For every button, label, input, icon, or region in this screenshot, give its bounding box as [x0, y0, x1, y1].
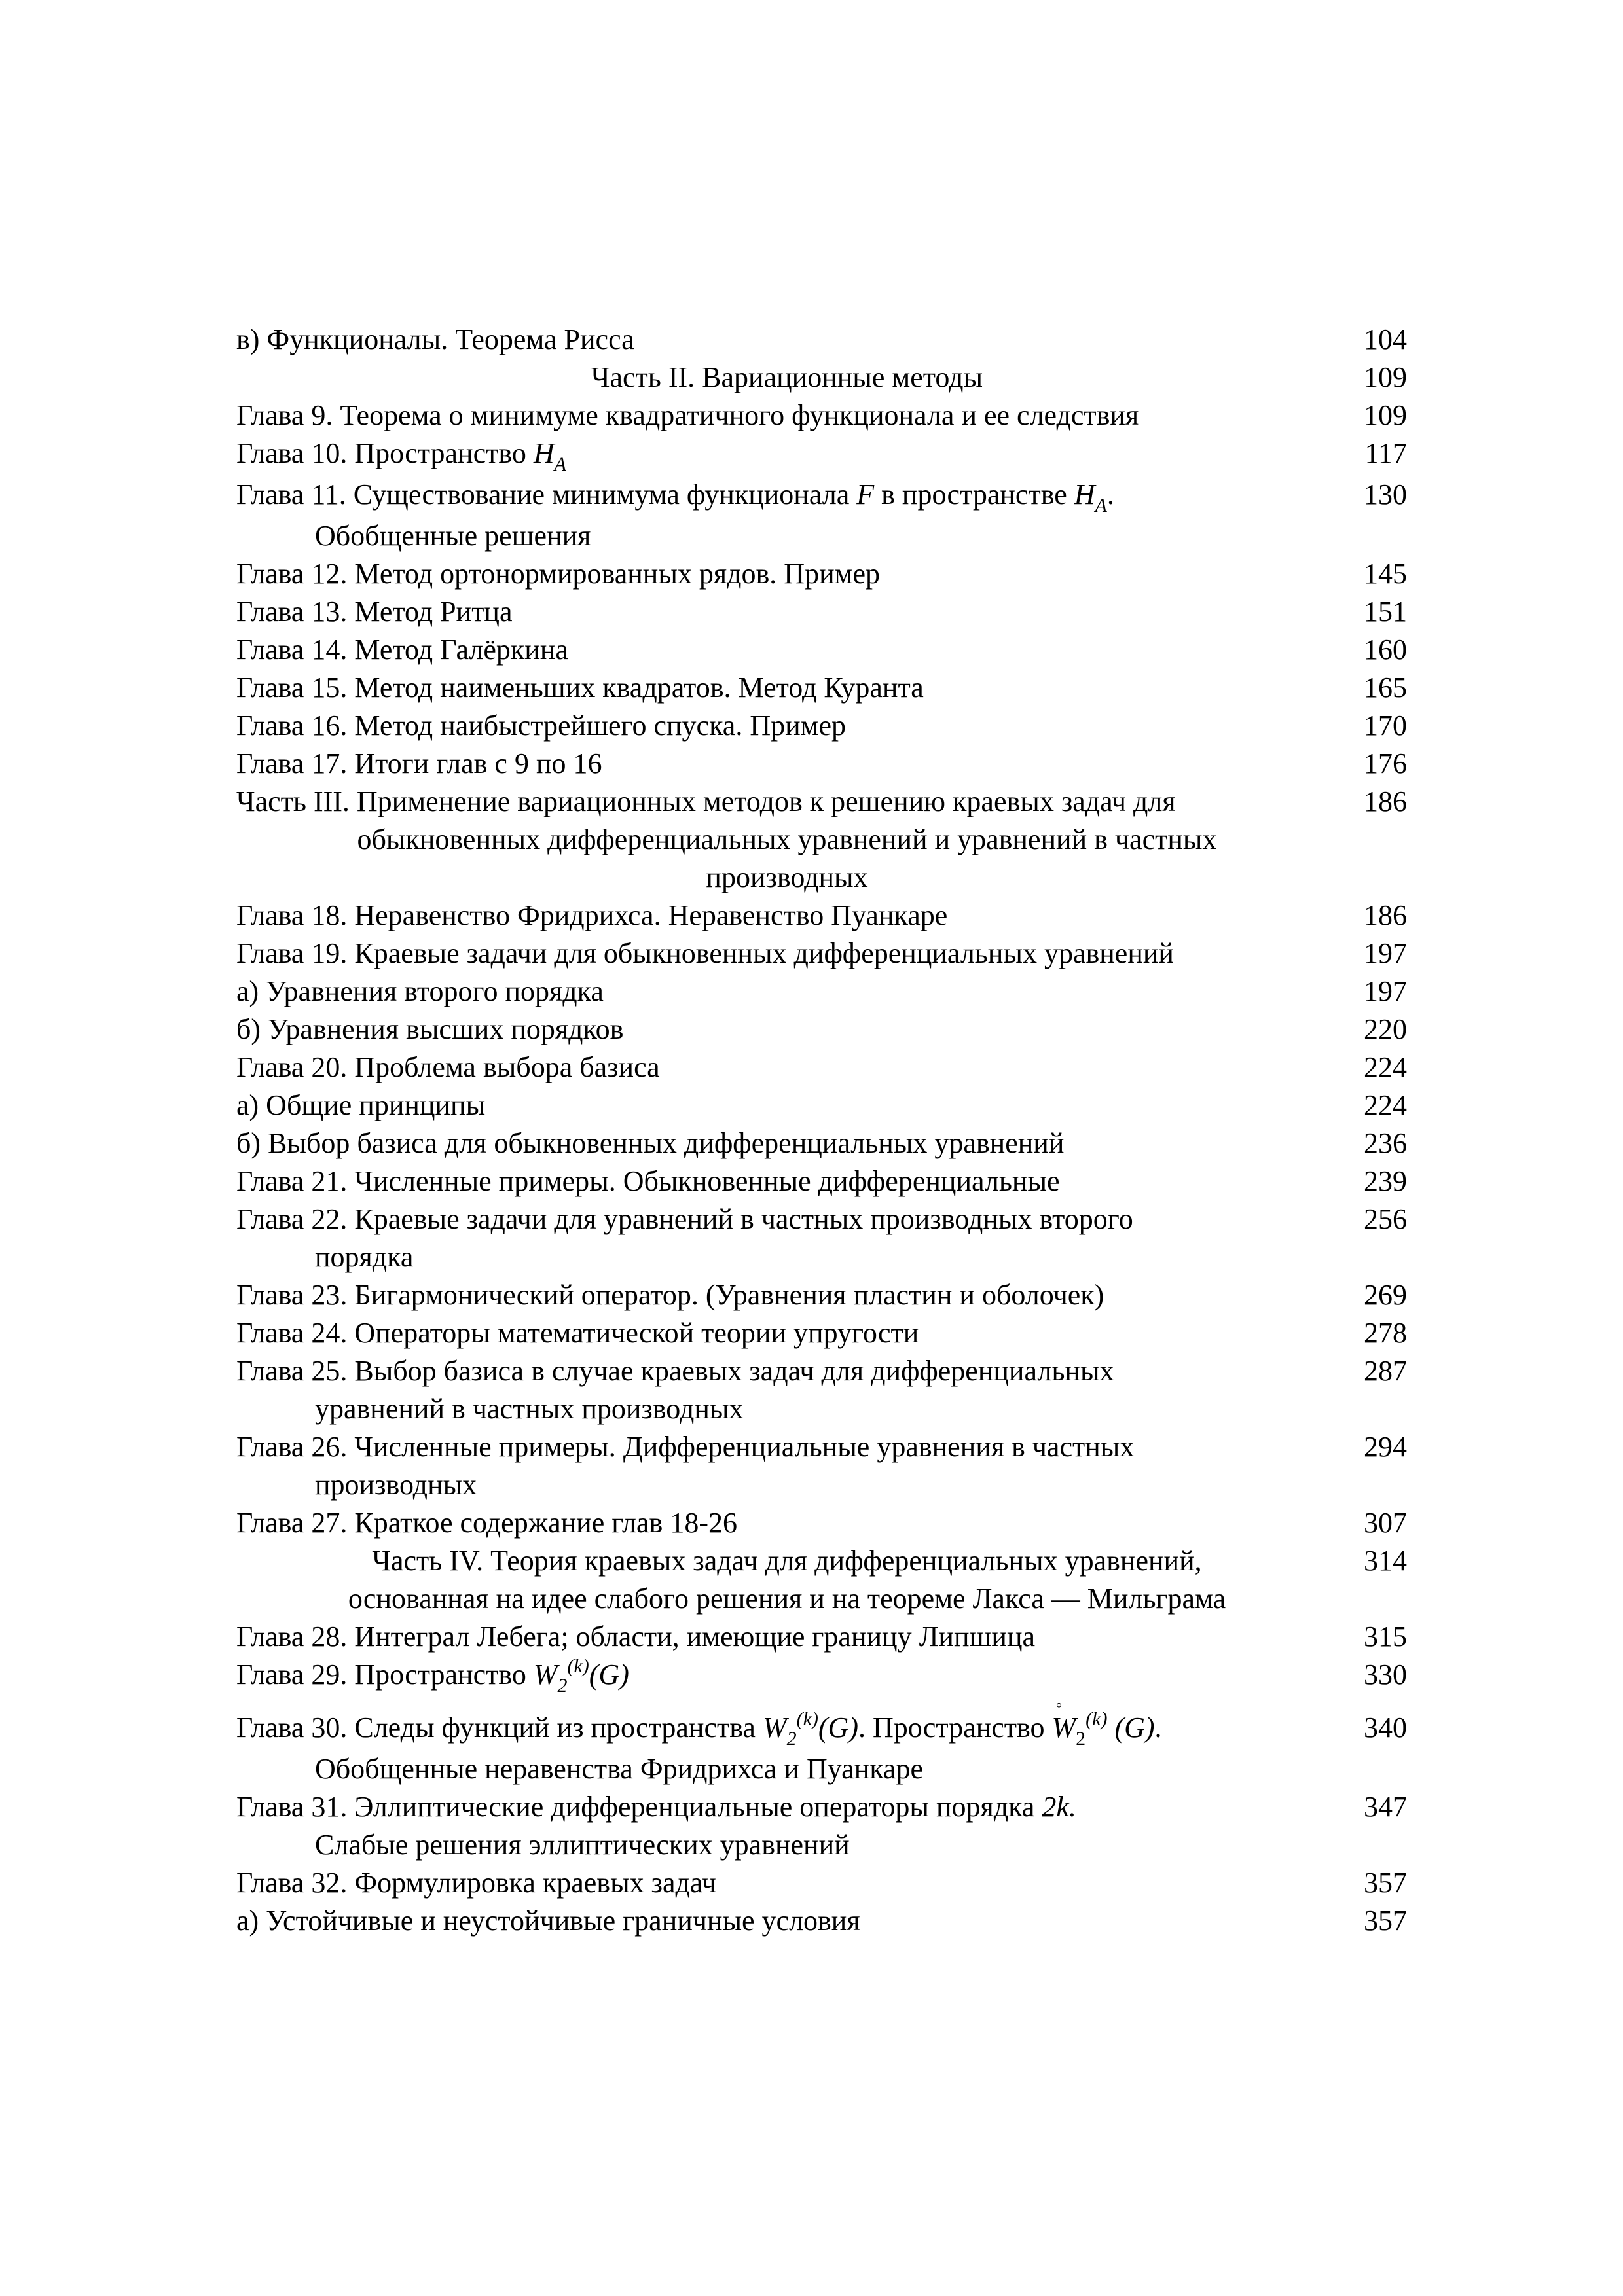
- toc-entry-title: [236, 1542, 1348, 1618]
- toc-page-number: 256: [1364, 1203, 1407, 1235]
- math-subscript: A: [1095, 495, 1107, 516]
- math-symbol: H: [533, 437, 555, 469]
- toc-entry-text: Глава 22. Краевые задачи для уравнений в частных производных второго: [236, 1203, 1133, 1235]
- toc-entry: [236, 1656, 1407, 1697]
- toc-entry-text: в пространстве: [881, 478, 1067, 511]
- toc-page-number: 197: [1364, 975, 1407, 1007]
- toc-entry: [236, 1276, 1407, 1314]
- toc-entry-text: Глава 29. Пространство: [236, 1659, 526, 1691]
- toc-entry-title: Глава 16. Метод наибыстрейшего спуска. Пример: [236, 709, 847, 742]
- toc-entry: [236, 476, 1407, 555]
- math-argument: (G): [818, 1712, 858, 1744]
- toc-page-number: 160: [1364, 634, 1407, 666]
- toc-entry-continuation: уравнений в частных производных: [315, 1393, 744, 1425]
- toc-entry: [236, 631, 1407, 669]
- toc-page-number: 347: [1364, 1791, 1407, 1823]
- toc-page-number: 236: [1364, 1127, 1407, 1159]
- toc-entry: [236, 897, 1407, 935]
- toc-page-number: 224: [1364, 1051, 1407, 1083]
- toc-entry-text: Глава 25. Выбор базиса в случае краевых задач для дифференциальных: [236, 1355, 1114, 1387]
- toc-entry: [236, 1864, 1407, 1902]
- toc-entry-title: Часть II. Вариационные методы: [591, 361, 983, 393]
- toc-page-number: 220: [1364, 1013, 1407, 1045]
- math-symbol: F: [856, 478, 875, 511]
- toc-entry: [236, 435, 1407, 476]
- toc-part-heading: [236, 783, 1407, 897]
- toc-entry-continuation: производных: [315, 1469, 477, 1501]
- toc-part-heading: [236, 1542, 1407, 1618]
- toc-entry: [236, 973, 1407, 1011]
- toc-entry-continuation: основанная на идее слабого решения и на теореме Лакса — Мильграма: [348, 1583, 1226, 1615]
- toc-entry: [236, 1086, 1407, 1124]
- toc-entry-title: а) Устойчивые и неустойчивые граничные условия: [236, 1905, 860, 1937]
- toc-entry: [236, 1504, 1407, 1542]
- toc-page-number: 287: [1364, 1355, 1407, 1387]
- toc-page-number: 315: [1364, 1621, 1407, 1653]
- toc-entry-title: б) Выбор базиса для обыкновенных дифференциальных уравнений: [236, 1127, 1065, 1159]
- toc-entry-continuation: производных: [706, 861, 868, 893]
- toc-page-number: 104: [1364, 323, 1407, 355]
- math-subscript: 2: [557, 1675, 568, 1696]
- math-superscript: (k): [796, 1708, 818, 1730]
- toc-page-number: 109: [1364, 361, 1407, 393]
- toc-entry-title: в) Функционалы. Теорема Рисса: [236, 323, 634, 355]
- math-symbol-ring-w: ◦ W: [1051, 1709, 1076, 1747]
- toc-entry-title: Глава 20. Проблема выбора базиса: [236, 1051, 660, 1083]
- toc-part-heading: [236, 359, 1407, 397]
- table-of-contents: [236, 321, 1407, 1940]
- math-subscript: A: [554, 454, 566, 475]
- math-superscript: (k): [567, 1655, 589, 1677]
- toc-entry-title: Глава 24. Операторы математической теории упругости: [236, 1317, 919, 1349]
- toc-entry-title: б) Уравнения высших порядков: [236, 1013, 624, 1045]
- math-subscript: 2: [1076, 1728, 1086, 1749]
- toc-entry-continuation: порядка: [315, 1241, 414, 1273]
- toc-entry-text: Часть IV. Теория краевых задач для дифференциальных уравнений,: [372, 1545, 1202, 1577]
- toc-entry-title: Глава 12. Метод ортонормированных рядов. Пример: [236, 558, 880, 590]
- toc-entry-title: а) Общие принципы: [236, 1089, 486, 1121]
- toc-entry: [236, 745, 1407, 783]
- toc-page-number: 170: [1364, 709, 1407, 742]
- toc-page-number: 269: [1364, 1279, 1407, 1311]
- toc-entry: [236, 1788, 1407, 1864]
- toc-entry-title: [236, 1788, 1348, 1864]
- toc-page-number: 224: [1364, 1089, 1407, 1121]
- toc-entry: [236, 1124, 1407, 1162]
- toc-entry-title: [236, 1709, 1348, 1788]
- toc-entry-continuation: Слабые решения эллиптических уравнений: [315, 1829, 850, 1861]
- toc-page-number: 357: [1364, 1905, 1407, 1937]
- toc-page-number: 109: [1364, 399, 1407, 431]
- toc-entry-title: [236, 1352, 1348, 1428]
- toc-entry-text: Часть III. Применение вариационных методов к решению краевых задач для: [236, 785, 1176, 817]
- toc-page-number: 186: [1364, 785, 1407, 817]
- toc-entry-title: Глава 21. Численные примеры. Обыкновенные дифференциальные: [236, 1165, 1060, 1197]
- toc-entry: [236, 1697, 1407, 1788]
- toc-entry: [236, 321, 1407, 359]
- toc-entry-title: Глава 28. Интеграл Лебега; области, имеющие границу Липшица: [236, 1621, 1036, 1653]
- toc-entry-title: а) Уравнения второго порядка: [236, 975, 604, 1007]
- toc-entry-title: Глава 27. Краткое содержание глав 18-26: [236, 1507, 737, 1539]
- toc-entry-title: [236, 1200, 1348, 1276]
- toc-entry-text: Глава 11. Существование минимума функционала: [236, 478, 850, 511]
- math-argument: (G): [589, 1659, 629, 1691]
- toc-page-number: 176: [1364, 747, 1407, 780]
- math-argument: (G): [1114, 1712, 1155, 1744]
- toc-entry-title: Глава 14. Метод Галёркина: [236, 634, 568, 666]
- math-subscript: 2: [786, 1728, 797, 1749]
- toc-entry: [236, 707, 1407, 745]
- toc-entry: [236, 1428, 1407, 1504]
- toc-entry-title: [236, 783, 1348, 897]
- math-superscript: (k): [1085, 1708, 1108, 1730]
- toc-page-number: 314: [1364, 1545, 1407, 1577]
- toc-page-number: 307: [1364, 1507, 1407, 1539]
- toc-entry: [236, 593, 1407, 631]
- toc-page-number: 117: [1364, 437, 1407, 469]
- toc-entry: [236, 1049, 1407, 1086]
- toc-entry: [236, 397, 1407, 435]
- toc-page-number: 186: [1364, 899, 1407, 931]
- toc-entry-title: [236, 435, 1348, 476]
- toc-entry-title: Глава 18. Неравенство Фридрихса. Неравенство Пуанкаре: [236, 899, 948, 931]
- toc-entry-title: [236, 1656, 1348, 1697]
- toc-entry: [236, 669, 1407, 707]
- toc-entry-continuation: Обобщенные решения: [315, 520, 591, 552]
- toc-entry-title: [236, 1428, 1348, 1504]
- toc-page-number: 357: [1364, 1867, 1407, 1899]
- toc-entry-text: Глава 31. Эллиптические дифференциальные операторы порядка: [236, 1791, 1035, 1823]
- toc-entry-continuation: Обобщенные неравенства Фридрихса и Пуанкаре: [315, 1753, 923, 1785]
- math-symbol: H: [1074, 478, 1095, 511]
- toc-entry-continuation: обыкновенных дифференциальных уравнений и уравнений в частных: [357, 823, 1217, 855]
- toc-page-number: 197: [1364, 937, 1407, 969]
- toc-page-number: 330: [1364, 1659, 1407, 1691]
- toc-page-number: 130: [1364, 478, 1407, 511]
- math-symbol: W: [762, 1712, 787, 1744]
- toc-entry-text: Глава 26. Численные примеры. Дифференциальные уравнения в частных: [236, 1431, 1135, 1463]
- toc-entry-title: Глава 9. Теорема о минимуме квадратичного функционала и ее следствия: [236, 399, 1139, 431]
- toc-page-number: 165: [1364, 672, 1407, 704]
- math-symbol: 2k.: [1042, 1791, 1076, 1823]
- toc-page-number: 145: [1364, 558, 1407, 590]
- toc-entry-text: Глава 10. Пространство: [236, 437, 526, 469]
- toc-entry-title: Глава 32. Формулировка краевых задач: [236, 1867, 716, 1899]
- toc-entry-text: Глава 30. Следы функций из пространства: [236, 1712, 756, 1744]
- toc-entry: [236, 1902, 1407, 1940]
- toc-page-number: 278: [1364, 1317, 1407, 1349]
- toc-entry: [236, 555, 1407, 593]
- toc-page-number: 294: [1364, 1431, 1407, 1463]
- toc-entry-title: Глава 13. Метод Ритца: [236, 596, 513, 628]
- toc-entry: [236, 1162, 1407, 1200]
- toc-entry-title: Глава 15. Метод наименьших квадратов. Метод Куранта: [236, 672, 924, 704]
- toc-entry: [236, 935, 1407, 973]
- toc-entry: [236, 1352, 1407, 1428]
- toc-entry-text: . Пространство: [858, 1712, 1045, 1744]
- toc-entry-title: Глава 11. Существование минимума функционала F в пространстве $H_A$. Обобщенные решения: [236, 476, 1348, 555]
- math-symbol: W: [533, 1659, 558, 1691]
- toc-page-number: 239: [1364, 1165, 1407, 1197]
- toc-entry: [236, 1200, 1407, 1276]
- toc-entry: [236, 1314, 1407, 1352]
- toc-page-number: 151: [1364, 596, 1407, 628]
- toc-entry-title: Глава 17. Итоги глав с 9 по 16: [236, 747, 602, 780]
- toc-page-number: 340: [1364, 1712, 1407, 1744]
- toc-entry-title: Глава 19. Краевые задачи для обыкновенных дифференциальных уравнений: [236, 937, 1174, 969]
- toc-entry-title: Глава 23. Бигармонический оператор. (Уравнения пластин и оболочек): [236, 1279, 1104, 1311]
- math-period: .: [1154, 1712, 1162, 1744]
- toc-entry: [236, 1618, 1407, 1656]
- toc-entry: [236, 1011, 1407, 1049]
